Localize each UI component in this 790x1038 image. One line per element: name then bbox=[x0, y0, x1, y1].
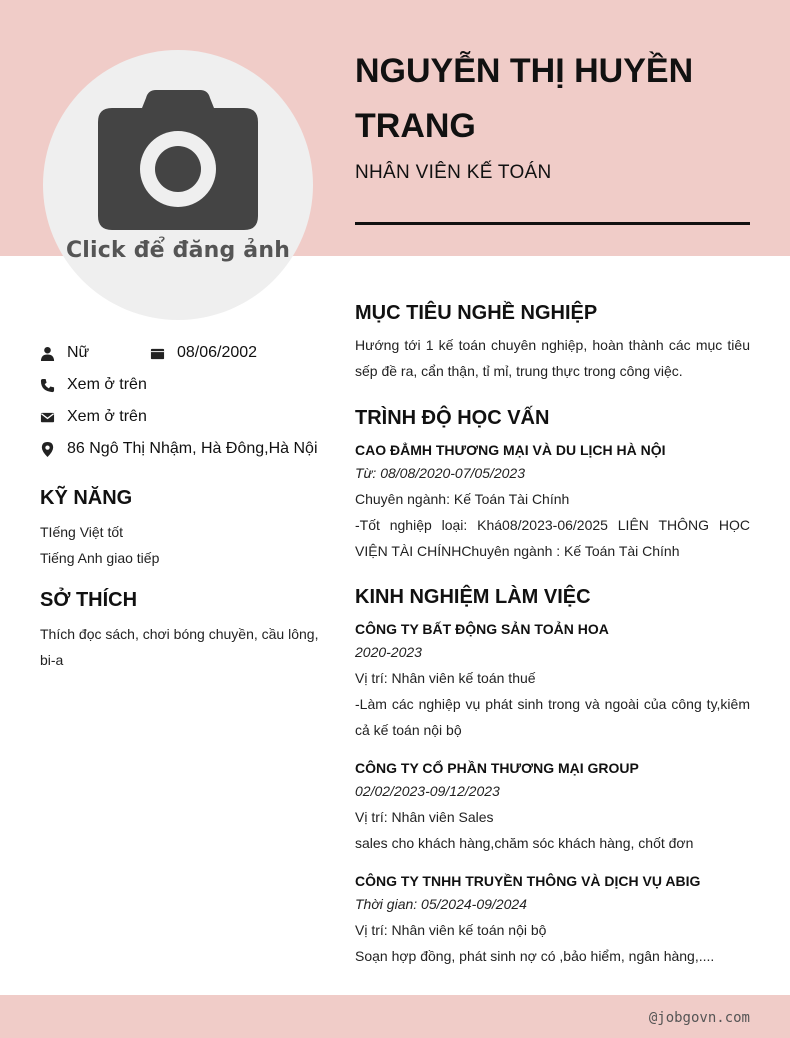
job-entry bbox=[355, 619, 750, 743]
objective-heading: MỤC TIÊU NGHỀ NGHIỆP bbox=[355, 302, 598, 324]
dob-row bbox=[150, 342, 257, 364]
hobbies-heading: SỞ THÍCH bbox=[40, 589, 138, 611]
phone-value: Xem ở trên bbox=[67, 376, 147, 393]
job-role: Vị trí: Nhân viên kế toán thuế bbox=[355, 670, 536, 686]
job-period: 2020-2023 bbox=[355, 644, 422, 660]
job-entry bbox=[355, 758, 750, 856]
education-heading: TRÌNH ĐỘ HỌC VẤN bbox=[355, 407, 550, 429]
job-period: Thời gian: 05/2024-09/2024 bbox=[355, 896, 527, 912]
job-period: 02/02/2023-09/12/2023 bbox=[355, 783, 500, 799]
location-pin-icon bbox=[40, 442, 55, 457]
education-line: -Tốt nghiệp loại: Khá08/2023-06/2025 LIÊN THÔNG HỌC VIỆN TÀI CHÍNHChuyên ngành : Kế Toán Tài Chính bbox=[355, 517, 750, 559]
photo-upload[interactable] bbox=[43, 50, 313, 320]
job-description: sales cho khách hàng,chăm sóc khách hàng, chốt đơn bbox=[355, 835, 694, 851]
mail-icon bbox=[40, 410, 55, 425]
objective-text: Hướng tới 1 kế toán chuyên nghiệp, hoàn thành các mục tiêu sếp đề ra, cẩn thận, tỉ mỉ, trung thực trong công việc. bbox=[355, 337, 750, 379]
gender-value: Nữ bbox=[67, 344, 90, 361]
company-name: CÔNG TY CỔ PHẦN THƯƠNG MẠI GROUP bbox=[355, 760, 639, 776]
education-block bbox=[355, 440, 750, 564]
email-value: Xem ở trên bbox=[67, 408, 147, 425]
job-role: Vị trí: Nhân viên kế toán nội bộ bbox=[355, 922, 547, 938]
skill-item: Tiếng Anh giao tiếp bbox=[40, 550, 160, 566]
email-row bbox=[40, 406, 147, 428]
job-entry bbox=[355, 871, 750, 969]
objective-block bbox=[355, 332, 750, 384]
candidate-name: NGUYỄN THỊ HUYỀN TRANG bbox=[355, 52, 694, 145]
skill-item: TIếng Việt tốt bbox=[40, 524, 124, 540]
person-icon bbox=[40, 346, 55, 361]
address-value: 86 Ngô Thị Nhậm, Hà Đông,Hà Nội bbox=[67, 440, 318, 457]
job-role: Vị trí: Nhân viên Sales bbox=[355, 809, 494, 825]
dob-value: 08/06/2002 bbox=[177, 344, 258, 361]
camera-icon bbox=[98, 90, 258, 230]
photo-label: Click để đăng ảnh bbox=[65, 238, 291, 263]
phone-icon bbox=[40, 378, 55, 393]
company-name: CÔNG TY BẤT ĐỘNG SẢN TOẢN HOA bbox=[355, 621, 609, 637]
company-name: CÔNG TY TNHH TRUYỀN THÔNG VÀ DỊCH VỤ ABIG bbox=[355, 873, 701, 889]
school-name: CAO ĐẲMH THƯƠNG MẠI VÀ DU LỊCH HÀ NỘI bbox=[355, 442, 666, 458]
job-title: NHÂN VIÊN KẾ TOÁN bbox=[355, 162, 552, 183]
gender-row bbox=[40, 342, 89, 364]
phone-row bbox=[40, 374, 147, 396]
address-row bbox=[40, 438, 318, 460]
job-description: -Làm các nghiệp vụ phát sinh trong và ngoài của công ty,kiêm cả kế toán nội bộ bbox=[355, 696, 750, 738]
calendar-icon bbox=[150, 346, 165, 361]
job-description: Soạn hợp đồng, phát sinh nợ có ,bảo hiểm, ngân hàng,.... bbox=[355, 948, 715, 964]
experience-heading: KINH NGHIỆM LÀM VIỆC bbox=[355, 586, 591, 608]
education-line: Chuyên ngành: Kế Toán Tài Chính bbox=[355, 491, 570, 507]
title-divider bbox=[355, 222, 750, 225]
footer-watermark: @jobgovn.com bbox=[648, 1010, 750, 1026]
skills-heading: KỸ NĂNG bbox=[40, 487, 133, 509]
education-period: Từ: 08/08/2020-07/05/2023 bbox=[355, 465, 526, 481]
hobbies-text: Thích đọc sách, chơi bóng chuyền, cầu lông, bi-a bbox=[40, 626, 319, 668]
